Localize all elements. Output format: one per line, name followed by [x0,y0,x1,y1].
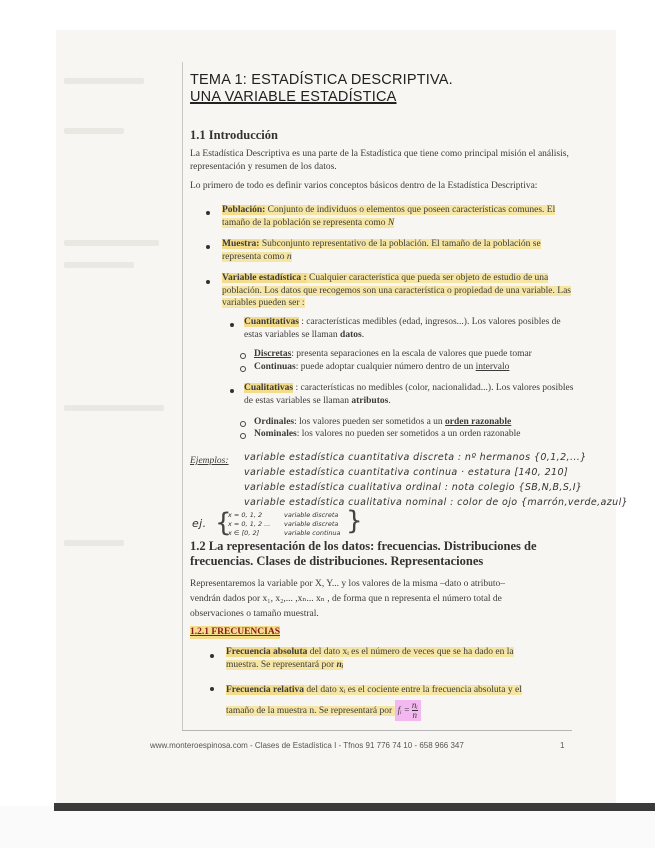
bullet [210,687,214,691]
definition-variable [222,272,574,310]
photo-background [0,806,655,848]
term-frecuencia-relativa: Frecuencia relativa [226,685,304,695]
bleed-through-mark [64,405,164,411]
examples-label: Ejemplos: [190,456,229,466]
bullet [206,245,210,249]
discretas-text: : presenta separaciones en la escala de valores que puede tomar [291,349,532,359]
term-poblacion: Población: [222,205,266,215]
period: . [388,395,391,406]
word-datos: datos [340,329,362,340]
bleed-through-mark [64,240,159,246]
section-heading-1-2 [190,539,580,569]
margin-line [182,62,183,730]
ej-type-1: variable discreta [284,511,339,519]
page-bottom-edge [54,803,655,811]
definition-discretas [254,348,574,361]
section-heading-1-1: 1.1 Introducción [190,128,278,142]
circle-bullet [240,421,246,427]
formula-denominator: n [412,710,418,720]
intro-paragraph: La Estadística Descriptiva es una parte de la Estadística que tiene como principal misión el análisis, representación y resumen de los datos. [190,149,569,172]
poblacion-text: Conjunto de individuos o elementos que poseen características comunes. El tamaño de la población se representa como [222,205,556,228]
right-brace: } [346,506,363,536]
definition-muestra [222,238,574,263]
representation-line-2: vendrán dados por x₁, x₂,... ,xₙ... xₙ , de forma que n representa el número total de [190,594,502,604]
title-line-1: TEMA 1: ESTADÍSTICA DESCRIPTIVA. [190,72,453,88]
definition-cuantitativas [244,316,574,341]
representation-line-3: observaciones o tamaño muestral. [190,609,319,619]
ej-set-2: x = 0, 1, 2 ... [228,520,271,528]
term-nominales: Nominales [254,429,297,439]
period: . [361,329,365,340]
term-continuas: Continuas [254,362,296,372]
term-muestra: Muestra: [222,239,260,249]
abs-text-line-2: muestra. Se representará por [226,660,337,670]
page-number: 1 [560,741,565,750]
bleed-through-mark [64,128,124,134]
cuantitativas-text: : características medibles (edad, ingresos...). Los valores posibles de estas variables se llaman [244,317,561,340]
bullet [206,280,210,284]
circle-bullet [240,433,246,439]
definition-nominales [254,428,574,441]
page-title [190,72,453,106]
abs-text-line-1: del dato xᵢ es el número de veces que se ha dado en la [307,647,514,657]
term-cualitativas: Cualitativas [244,383,294,393]
handwritten-example-4: variable estadística cualitativa nominal : color de ojo {marrón,verde,azul} [244,497,629,508]
term-ordinales: Ordinales [254,417,295,427]
term-frecuencia-absoluta: Frecuencia absoluta [226,647,308,657]
definition-cualitativas [244,382,574,407]
representation-line-1: Representaremos la variable por X, Y... y los valores de la misma –dato o atributo– [190,579,506,589]
handwritten-example-3: variable estadística cualitativa ordinal : nota colegio {SB,N,B,S,I} [244,482,583,493]
word-orden-razonable: orden razonable [445,417,512,427]
section-heading-1-2-1: 1.2.1 FRECUENCIAS [190,627,280,637]
symbol-N: N [387,217,395,228]
ej-type-2: variable discreta [284,520,339,528]
symbol-ni: nᵢ [336,660,344,670]
bleed-through-mark [64,540,124,546]
bullet [206,211,210,215]
concepts-paragraph: Lo primero de todo es definir varios conceptos básicos dentro de la Estadística Descriptiva: [190,181,538,191]
ej-set-1: x = 0, 1, 2 [228,511,263,519]
bullet [230,323,234,327]
word-atributos: atributos [351,395,389,406]
bleed-through-mark [64,78,144,84]
definition-continuas [254,361,574,374]
term-variable-estadistica: Variable estadística : [222,273,307,283]
ej-type-3: variable continua [284,529,341,537]
ej-set-3: x ∈ [0, 2] [228,529,260,537]
definition-ordinales [254,416,574,429]
title-line-2: UNA VARIABLE ESTADÍSTICA [190,89,397,105]
ordinales-text: : los valores pueden ser sometidos a un [294,417,446,427]
bullet [210,654,214,658]
definition-frecuencia-relativa [226,680,576,721]
rel-text-line-1: del dato xᵢ es el cociente entre la frecuencia absoluta y el [304,685,522,695]
cualitativas-text: : características no medibles (color, nacionalidad...). Los valores posibles de estas variables se llaman [244,383,574,406]
term-cuantitativas: Cuantitativas [244,317,299,327]
rel-text-line-2: tamaño de la muestra n. Se representará por [226,705,395,716]
nominales-text: : los valores no pueden ser sometidos a un orden razonable [296,429,521,439]
formula-numerator: nᵢ [411,700,418,710]
relative-frequency-formula [395,700,421,721]
footer-rule [182,730,572,731]
formula-lhs: fᵢ = [397,705,410,715]
continuas-text: : puede adoptar cualquier número dentro de un [295,362,476,372]
bleed-through-mark [64,262,134,268]
bullet [230,389,234,393]
handwritten-example-2: variable estadística cuantitativa continua · estatura [140, 210] [244,467,569,478]
footer-text: www.monteroespinosa.com - Clases de Estadística I - Tfnos 91 776 74 10 - 658 966 347 [150,741,464,750]
symbol-n: n [286,251,292,262]
muestra-text: Subconjunto representativo de la población. El tamaño de la población se representa como [222,239,541,262]
heading-1-2-line-1: 1.2 La representación de los datos: frecuencias. Distribuciones de [190,539,537,553]
handwritten-example-1: variable estadística cuantitativa discreta : nº hermanos {0,1,2,...} [244,452,587,463]
term-discretas: Discretas [254,349,292,359]
definition-poblacion [222,204,574,229]
word-intervalo: intervalo [475,362,510,372]
left-brace: { [215,508,232,538]
circle-bullet [240,353,246,359]
variable-text: Cualquier característica que pueda ser objeto de estudio de una población. Los datos que recogemos son una característica o propiedad de una variable. Las variables pueden ser : [222,273,571,308]
definition-frecuencia-absoluta [226,646,576,672]
representation-paragraph [190,577,580,622]
circle-bullet [240,366,246,372]
heading-1-2-line-2: frecuencias. Clases de distribuciones. Representaciones [190,554,484,568]
handwritten-ej: ej. [192,517,207,530]
